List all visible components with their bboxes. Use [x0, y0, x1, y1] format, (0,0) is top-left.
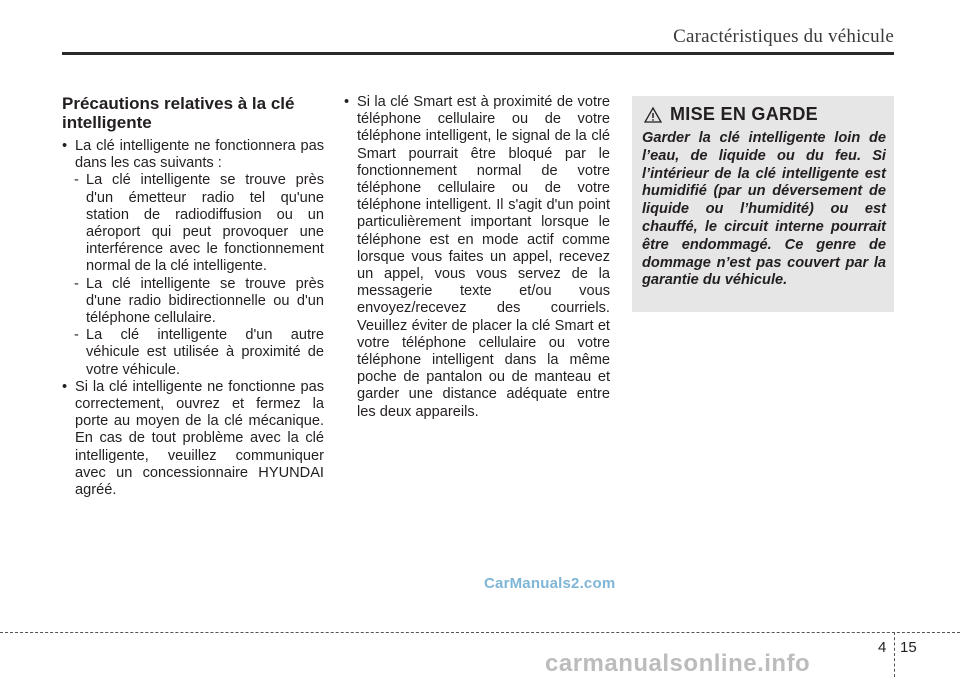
footer-watermark: carmanualsonline.info [545, 650, 811, 677]
bullet-item: • Si la clé Smart est à proximité de votre téléphone cellulaire ou de votre téléphone intelligent, le signal de la clé Smart pourrait être bloqué par le fonctionnement normal de votre téléphone cellulaire ou de votre téléphone intelligent. Il s'agit d'un point particulièrement important lorsque le téléphone est en mode actif comme lorsque vous faites un appel, recevez un appel, vous vous servez de la messagerie texte et/ou vous envoyez/recevez des courriels. Veuillez éviter de placer la clé Smart et votre téléphone cellulaire ou votre téléphone intelligent dans la même poche de pantalon ou de manteau et garder une distance adéquate entre les deux appareils. [344, 94, 610, 421]
chapter-number: 4 [878, 639, 887, 656]
dash-item: - La clé intelligente se trouve près d'une radio bidirectionnelle ou d'un téléphone cellulaire. [62, 276, 324, 328]
chapter-header-title: Caractéristiques du véhicule [673, 26, 894, 47]
footer-divider [0, 632, 960, 633]
warning-label: MISE EN GARDE [670, 104, 818, 124]
warning-text: Garder la clé intelligente loin de l’eau, de liquide ou du feu. Si l’intérieur de la clé intelligente est humidifié (par un déversement de liquide ou l’humidité) ou est chauffé, le circuit interne pourrait être endommagé. Ce genre de dommage n’est pas couvert par la garantie du véhicule. [642, 130, 886, 289]
bullet-item: • Si la clé intelligente ne fonctionne pas correctement, ouvrez et fermez la porte au moyen de la clé mécanique. En cas de tout problème avec la clé intelligente, veuillez communiquer avec un concessionnaire HYUNDAI agréé. [62, 379, 324, 499]
watermark-link[interactable]: CarManuals2.com [484, 575, 616, 592]
section-title: Précautions relatives à la clé intelligente [62, 94, 295, 132]
warning-header [644, 104, 818, 125]
page-number: 15 [900, 639, 917, 656]
bullet-item: • La clé intelligente ne fonctionnera pas dans les cas suivants : [62, 138, 324, 172]
left-column [62, 94, 324, 499]
warning-box [632, 96, 894, 312]
middle-column [344, 94, 610, 421]
warning-triangle-icon [644, 107, 662, 123]
dash-item: - La clé intelligente se trouve près d'un émetteur radio tel qu'une station de radiodiffusion ou un aéroport qui peut provoquer une interférence avec le fonctionnement normal de la clé intelligente. [62, 172, 324, 275]
header-divider [62, 52, 894, 55]
dash-item: - La clé intelligente d'un autre véhicule est utilisée à proximité de votre véhicule. [62, 327, 324, 379]
page-number-separator [894, 632, 895, 677]
